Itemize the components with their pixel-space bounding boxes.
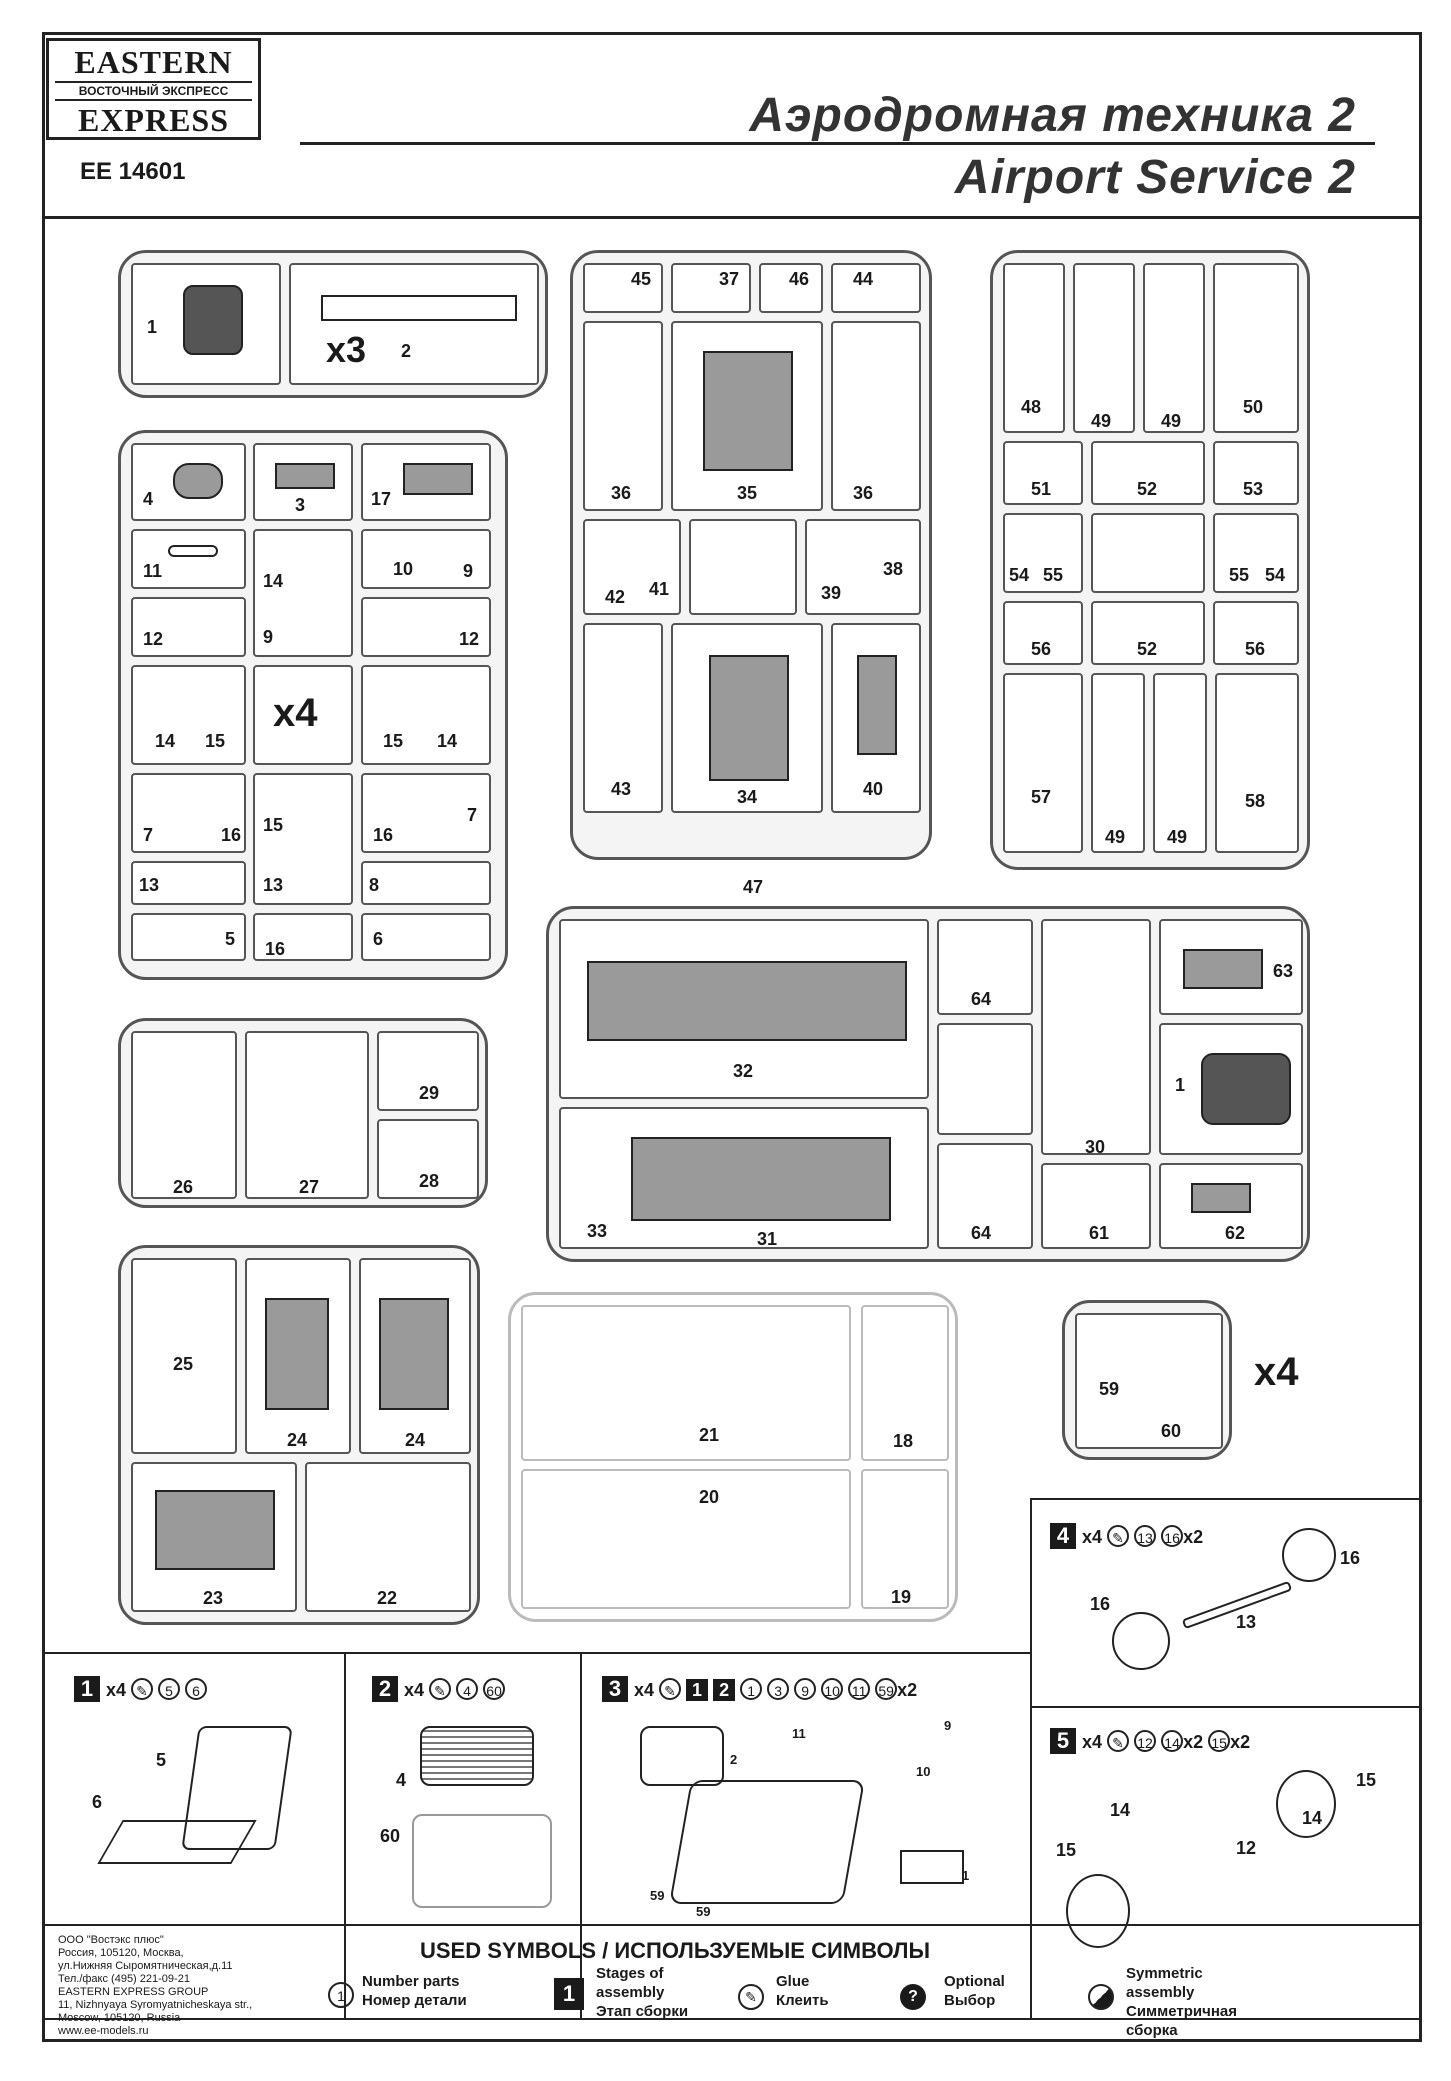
part-label: 26 <box>173 1177 194 1197</box>
part-label: 15 <box>205 731 226 751</box>
grille-drawing <box>420 1726 534 1786</box>
part-label: 7 <box>143 825 154 845</box>
part-panel <box>265 1298 329 1410</box>
callout: 16 <box>1090 1594 1111 1614</box>
part-label: 60 <box>1161 1421 1182 1441</box>
part-label: 12 <box>143 629 164 649</box>
part-label: 29 <box>419 1083 440 1103</box>
part-label: 59 <box>1099 1379 1120 1399</box>
step-2-line: x4 ✎ 4 60 <box>404 1678 505 1701</box>
part-label: 37 <box>719 269 740 289</box>
part-panel <box>275 463 335 489</box>
part-label: 27 <box>299 1177 320 1197</box>
part-label: 55 <box>1043 565 1064 585</box>
step-1-number: 1 <box>74 1676 100 1702</box>
part-label: 21 <box>699 1425 720 1445</box>
part-label: 1 <box>1175 1075 1186 1095</box>
part-grille <box>403 463 473 495</box>
callout: 15 <box>1056 1840 1077 1860</box>
callout: 10 <box>916 1764 931 1779</box>
symbol-glue: Glue Клеить <box>776 1973 829 2009</box>
company-info: ООО "Востэкс плюс" Россия, 105120, Москва, ул.Нижняя Сыромятническая,д.11 Тел./факс (495) 221-09-21 EASTERN EXPRESS GROUP 11, Nizhnyaya Syromyatnicheskaya str., Moscow, 105120, Russia www.ee-models.ru <box>58 1934 253 2037</box>
part-label: 22 <box>377 1588 398 1608</box>
sprue-cell <box>131 263 281 385</box>
sprue-7 <box>118 1245 480 1625</box>
callout: 2 <box>730 1752 738 1767</box>
part-label: 52 <box>1137 639 1158 659</box>
part-bar <box>168 545 218 557</box>
part-label: 14 <box>263 571 284 591</box>
part-label: 36 <box>611 483 632 503</box>
part-label: 20 <box>699 1487 720 1507</box>
part-label: 31 <box>757 1229 778 1249</box>
empty-cell <box>937 1023 1033 1135</box>
part-cab <box>1201 1053 1291 1125</box>
part-panel <box>1191 1183 1251 1213</box>
grille-drawing <box>640 1726 724 1786</box>
part-label: 12 <box>459 629 480 649</box>
part-label: 51 <box>1031 479 1052 499</box>
part-grille <box>173 463 223 499</box>
brand-logo <box>46 38 261 140</box>
part-label: 39 <box>821 583 842 603</box>
part-label: 13 <box>263 875 284 895</box>
part-label: 38 <box>883 559 904 579</box>
step-3-line: x4 ✎ 1 2 1 3 9 10 11 59 x2 <box>634 1680 918 1700</box>
part-label: 50 <box>1243 397 1264 417</box>
number-parts-symbol: 1 <box>328 1982 354 2008</box>
wheel-drawing <box>1112 1612 1170 1670</box>
step-3-number: 3 <box>602 1676 628 1702</box>
step-2-number: 2 <box>372 1676 398 1702</box>
part-label: 9 <box>463 561 474 581</box>
part-label: 7 <box>467 805 478 825</box>
part-label: 63 <box>1273 961 1294 981</box>
part-panel <box>155 1490 275 1570</box>
part-label: 25 <box>173 1354 194 1374</box>
part-label: 5 <box>225 929 236 949</box>
symbol-number-parts: Number parts Номер детали <box>362 1973 467 2009</box>
part-label: 18 <box>893 1431 914 1451</box>
part-label: 16 <box>373 825 394 845</box>
part-label: 2 <box>401 341 412 361</box>
part-label: 15 <box>263 815 284 835</box>
callout: 15 <box>1356 1770 1377 1790</box>
empty-cell <box>689 519 797 615</box>
part-label: 32 <box>733 1061 754 1081</box>
sprue-multiplier: x4 <box>1254 1350 1299 1394</box>
part-label: 56 <box>1031 639 1052 659</box>
part-label: 49 <box>1091 411 1112 431</box>
part-label: 17 <box>371 489 392 509</box>
part-label: 49 <box>1105 827 1126 847</box>
legend-title: USED SYMBOLS / ИСПОЛЬЗУЕМЫЕ СИМВОЛЫ <box>420 1938 930 1963</box>
part-label: 41 <box>649 579 670 599</box>
part-panel <box>703 351 793 471</box>
wheel-drawing <box>1276 1770 1336 1838</box>
sprue-1 <box>118 250 548 398</box>
callout: 9 <box>944 1718 952 1733</box>
sprue-multiplier: x4 <box>273 691 318 735</box>
part-label: 49 <box>1167 827 1188 847</box>
sprue-3 <box>570 250 932 897</box>
callout: 13 <box>1236 1612 1257 1632</box>
part-label: 14 <box>437 731 458 751</box>
sprue-6 <box>546 906 1310 1262</box>
symmetric-icon <box>1088 1984 1114 2010</box>
part-label: 8 <box>369 875 380 895</box>
part-label: 10 <box>393 559 414 579</box>
part-label: 49 <box>1161 411 1182 431</box>
part-label: 19 <box>891 1587 912 1607</box>
cab-drawing <box>669 1780 865 1904</box>
part-label: 62 <box>1225 1223 1246 1243</box>
part-label: 13 <box>139 875 160 895</box>
part-label: 54 <box>1009 565 1030 585</box>
callout: 59 <box>696 1904 711 1919</box>
part-label: 58 <box>1245 791 1266 811</box>
part-label: 56 <box>1245 639 1266 659</box>
callout: 59 <box>650 1888 665 1903</box>
part-label: 23 <box>203 1588 224 1608</box>
part-label: 42 <box>605 587 626 607</box>
part-label: 48 <box>1021 397 1042 417</box>
brand-top: EASTERN <box>74 44 233 80</box>
symbol-optional: Optional Выбор <box>944 1973 1005 2009</box>
step-5-line: x4 ✎ 12 14 x2 15 x2 <box>1082 1732 1251 1752</box>
part-label: 64 <box>971 989 992 1009</box>
part-label: 54 <box>1265 565 1286 585</box>
part-panel <box>379 1298 449 1410</box>
seat-drawing <box>97 1820 256 1864</box>
part-label: 28 <box>419 1171 440 1191</box>
optional-icon: ? <box>900 1984 926 2010</box>
legend-divider <box>42 1924 1422 1926</box>
sprue-9 <box>1062 1300 1232 1460</box>
callout: 16 <box>1340 1548 1361 1568</box>
wheel-drawing <box>1282 1528 1336 1582</box>
hood-drawing <box>412 1814 552 1908</box>
part-frame <box>321 295 517 321</box>
glue-icon: ✎ <box>738 1984 764 2010</box>
part-label: 6 <box>373 929 384 949</box>
title-ru: Аэродромная техника 2 <box>749 89 1356 142</box>
title-underline <box>300 142 1375 145</box>
part-panel <box>709 655 789 781</box>
seat-drawing <box>900 1850 964 1884</box>
part-label: 64 <box>971 1223 992 1243</box>
part-label: 14 <box>155 731 176 751</box>
part-label: 3 <box>295 495 306 515</box>
part-label: 30 <box>1085 1137 1106 1157</box>
wheel-drawing <box>1066 1874 1130 1948</box>
part-label: 24 <box>287 1430 308 1450</box>
brand-bottom: EXPRESS <box>77 102 230 138</box>
part-label: 9 <box>263 627 274 647</box>
header-divider <box>42 216 1422 219</box>
part-label: 46 <box>789 269 810 289</box>
part-label: 53 <box>1243 479 1264 499</box>
part-panel <box>631 1137 891 1221</box>
step-5-number: 5 <box>1050 1728 1076 1754</box>
part-label: 4 <box>143 489 154 509</box>
empty-cell <box>1091 513 1205 593</box>
title-en: Airport Service 2 <box>954 151 1356 204</box>
callout: 6 <box>92 1792 103 1812</box>
brand-sub: ВОСТОЧНЫЙ ЭКСПРЕСС <box>55 81 252 101</box>
part-label: 61 <box>1089 1223 1110 1243</box>
part-label: 1 <box>147 317 158 337</box>
callout: 1 <box>962 1868 970 1883</box>
part-label: 11 <box>143 561 163 581</box>
callout: 5 <box>156 1750 167 1770</box>
stage-symbol: 1 <box>554 1978 584 2010</box>
step-1-line: x4 ✎ 5 6 <box>106 1678 207 1701</box>
part-label: 40 <box>863 779 884 799</box>
part-label: 44 <box>853 269 874 289</box>
step-4-line: x4 ✎ 13 16 x2 <box>1082 1527 1204 1547</box>
part-panel <box>587 961 907 1041</box>
part-label: 57 <box>1031 787 1052 807</box>
callout: 60 <box>380 1826 401 1846</box>
callout: 4 <box>396 1770 407 1790</box>
callout: 12 <box>1236 1838 1257 1858</box>
part-label: 34 <box>737 787 758 807</box>
part-label: 33 <box>587 1221 608 1241</box>
callout: 11 <box>792 1726 806 1741</box>
sprue-8 <box>508 1292 958 1622</box>
part-label: 47 <box>743 877 764 897</box>
part-label: 55 <box>1229 565 1250 585</box>
part-panel <box>857 655 897 755</box>
callout: 14 <box>1110 1800 1131 1820</box>
sprue-cell <box>289 263 539 385</box>
sprue-5 <box>118 1018 488 1208</box>
part-label: 43 <box>611 779 632 799</box>
part-label: 52 <box>1137 479 1158 499</box>
part-label: 16 <box>265 939 286 959</box>
sprue-multiplier: x3 <box>326 329 367 370</box>
symbol-symmetric: Symmetric assembly Симметричная сборка <box>1126 1965 1237 2039</box>
part-label: 35 <box>737 483 758 503</box>
sprue-2 <box>118 430 508 980</box>
part-panel <box>1183 949 1263 989</box>
part-label: 45 <box>631 269 652 289</box>
part-label: 36 <box>853 483 874 503</box>
kit-code: EE 14601 <box>80 158 186 185</box>
sprue-4 <box>990 250 1310 870</box>
symbol-stages: Stages of assembly Этап сборки <box>596 1965 689 2020</box>
part-cab <box>183 285 243 355</box>
part-label: 24 <box>405 1430 426 1450</box>
part-label: 15 <box>383 731 404 751</box>
part-label: 16 <box>221 825 242 845</box>
step-4-number: 4 <box>1050 1523 1076 1549</box>
callout: 14 <box>1302 1808 1323 1828</box>
